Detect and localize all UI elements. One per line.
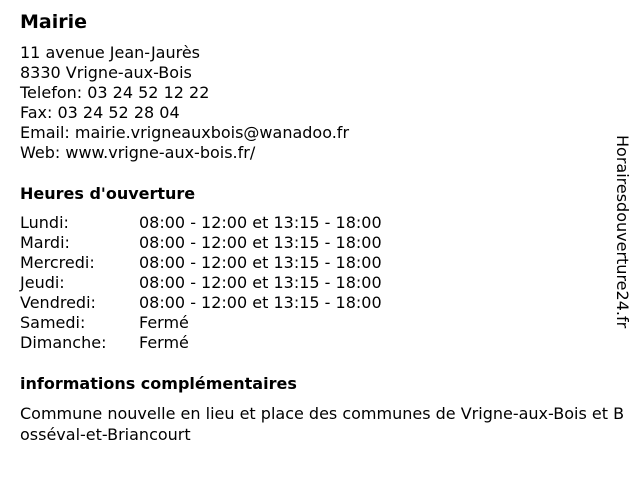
hours-row	[20, 213, 382, 233]
day-hours: Fermé	[139, 313, 189, 332]
day-hours: 08:00 - 12:00 et 13:15 - 18:00	[139, 293, 382, 312]
day-label: Dimanche:	[20, 333, 107, 352]
day-hours: 08:00 - 12:00 et 13:15 - 18:00	[139, 253, 382, 272]
day-label: Vendredi:	[20, 293, 96, 312]
fax-number: Fax: 03 24 52 28 04	[20, 103, 180, 122]
contact-block	[20, 43, 349, 163]
hours-row	[20, 253, 382, 273]
email-address: Email: mairie.vrigneauxbois@wanadoo.fr	[20, 123, 350, 142]
address-city: 8330 Vrigne-aux-Bois	[20, 63, 192, 82]
day-hours: 08:00 - 12:00 et 13:15 - 18:00	[139, 213, 382, 232]
hours-row	[20, 233, 382, 253]
hours-row	[20, 273, 382, 293]
website-link: Web: www.vrigne-aux-bois.fr/	[20, 143, 256, 162]
address-street: 11 avenue Jean-Jaurès	[20, 43, 201, 62]
hours-row	[20, 333, 382, 353]
day-hours: Fermé	[139, 333, 189, 352]
day-hours: 08:00 - 12:00 et 13:15 - 18:00	[139, 233, 382, 252]
day-label: Samedi:	[20, 313, 86, 332]
hours-row	[20, 313, 382, 333]
hours-row	[20, 293, 382, 313]
info-heading: informations complémentaires	[20, 374, 297, 393]
page-title: Mairie	[20, 11, 88, 33]
hours-table	[20, 213, 382, 353]
day-label: Jeudi:	[20, 273, 65, 292]
day-label: Mardi:	[20, 233, 70, 252]
day-label: Lundi:	[20, 213, 69, 232]
hours-heading: Heures d'ouverture	[20, 184, 196, 203]
watermark-text: Horairesdouverture24.fr	[613, 135, 632, 329]
day-label: Mercredi:	[20, 253, 95, 272]
info-text: Commune nouvelle en lieu et place des communes de Vrigne-aux-Bois et Bosséval-et-Briancourt	[20, 404, 625, 444]
phone-number: Telefon: 03 24 52 12 22	[20, 83, 210, 102]
day-hours: 08:00 - 12:00 et 13:15 - 18:00	[139, 273, 382, 292]
